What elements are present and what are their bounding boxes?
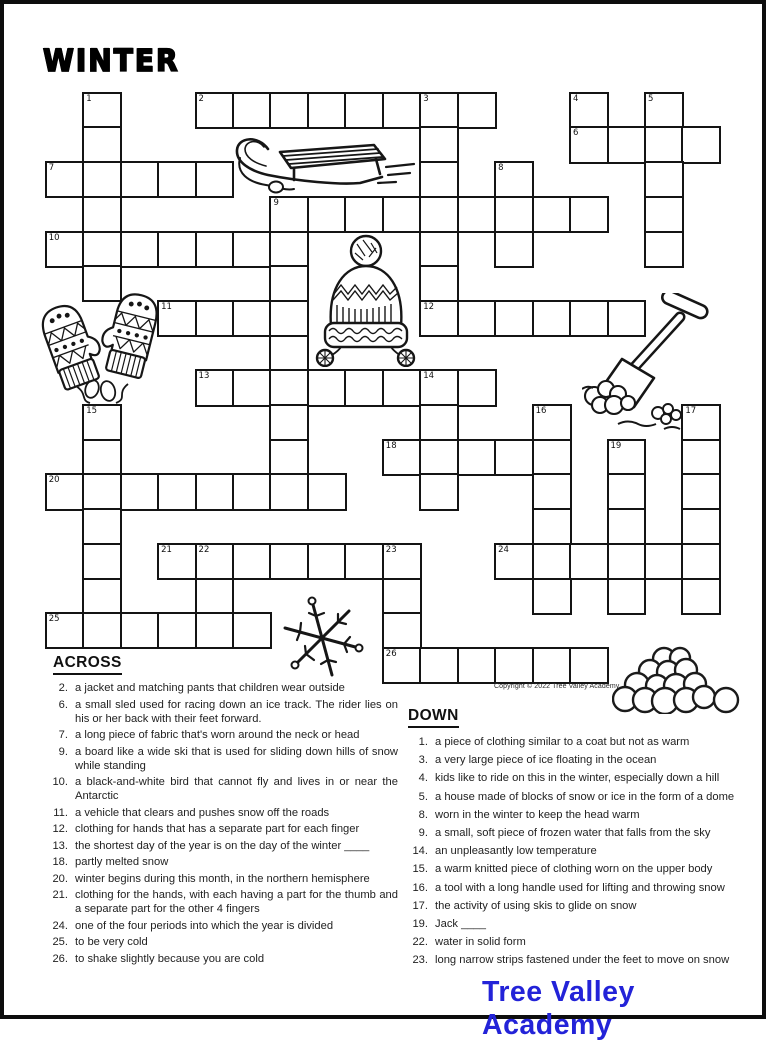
grid-cell[interactable] bbox=[232, 300, 272, 337]
grid-cell[interactable] bbox=[607, 126, 647, 163]
grid-cell[interactable] bbox=[644, 196, 684, 233]
grid-cell[interactable] bbox=[419, 300, 459, 337]
grid-cell[interactable] bbox=[457, 92, 497, 129]
grid-cell[interactable] bbox=[569, 126, 609, 163]
grid-cell[interactable] bbox=[157, 231, 197, 268]
grid-cell[interactable] bbox=[344, 92, 384, 129]
grid-cell[interactable] bbox=[419, 369, 459, 406]
grid-cell[interactable] bbox=[607, 543, 647, 580]
grid-cell[interactable] bbox=[307, 473, 347, 510]
cell-number: 11 bbox=[161, 301, 172, 312]
grid-cell[interactable] bbox=[195, 578, 235, 615]
cell-number: 22 bbox=[198, 544, 210, 555]
grid-cell[interactable] bbox=[269, 92, 309, 129]
grid-cell[interactable] bbox=[120, 473, 160, 510]
clue-text: a jacket and matching pants that children wear outside bbox=[75, 682, 345, 694]
cell-number: 21 bbox=[161, 544, 172, 555]
cell-number: 7 bbox=[48, 163, 55, 174]
grid-cell[interactable] bbox=[494, 300, 534, 337]
grid-cell[interactable] bbox=[82, 543, 122, 580]
grid-cell[interactable] bbox=[569, 196, 609, 233]
clue-number: 15. bbox=[412, 863, 428, 876]
clue-number: 10. bbox=[52, 776, 68, 788]
grid-cell[interactable] bbox=[419, 231, 459, 268]
clue-text: long narrow strips fastened under the feet to move on snow bbox=[435, 954, 730, 967]
grid-cell[interactable] bbox=[269, 369, 309, 406]
clue-number: 13. bbox=[52, 839, 68, 852]
grid-cell[interactable] bbox=[45, 161, 85, 198]
clue-number: 8. bbox=[418, 808, 428, 821]
grid-cell[interactable] bbox=[82, 126, 122, 163]
grid-cell[interactable] bbox=[307, 92, 347, 129]
clue-text: winter begins during this month, in the northern hemisphere bbox=[75, 872, 370, 885]
clue-item bbox=[402, 862, 754, 876]
clue-item bbox=[42, 839, 398, 853]
grid-cell[interactable] bbox=[681, 543, 721, 580]
grid-cell[interactable] bbox=[494, 543, 534, 580]
grid-cell[interactable] bbox=[607, 439, 647, 476]
clue-item bbox=[42, 919, 398, 933]
grid-cell[interactable] bbox=[382, 612, 422, 649]
clue-item bbox=[42, 698, 398, 726]
copyright-notice: Copyright © 2022 Tree Valley Academy bbox=[494, 683, 620, 690]
clue-number: 17. bbox=[412, 899, 428, 912]
clue-text: a tool with a long handle used for lifting and throwing snow bbox=[435, 881, 725, 894]
grid-cell[interactable] bbox=[569, 647, 609, 684]
across-clue-list bbox=[42, 681, 398, 966]
clue-text: Jack ____ bbox=[435, 917, 486, 930]
clue-number: 9. bbox=[418, 826, 428, 839]
grid-cell[interactable] bbox=[681, 126, 721, 163]
grid-cell[interactable] bbox=[307, 369, 347, 406]
grid-cell[interactable] bbox=[269, 335, 309, 372]
grid-cell[interactable] bbox=[644, 161, 684, 198]
grid-cell[interactable] bbox=[195, 473, 235, 510]
snowballs-illustration bbox=[612, 644, 747, 714]
grid-cell[interactable] bbox=[419, 439, 459, 476]
grid-cell[interactable] bbox=[195, 369, 235, 406]
grid-cell[interactable] bbox=[644, 92, 684, 129]
clue-item bbox=[402, 935, 754, 949]
grid-cell[interactable] bbox=[681, 508, 721, 545]
winter-hat-icon bbox=[309, 231, 422, 367]
grid-cell[interactable] bbox=[644, 231, 684, 268]
clue-item bbox=[402, 771, 754, 785]
mittens-illustration bbox=[36, 286, 166, 404]
grid-cell[interactable] bbox=[419, 265, 459, 302]
clue-text: worn in the winter to keep the head warm bbox=[435, 808, 640, 821]
clue-number: 22. bbox=[412, 936, 428, 949]
grid-cell[interactable] bbox=[419, 161, 459, 198]
grid-cell[interactable] bbox=[532, 647, 572, 684]
grid-cell[interactable] bbox=[457, 300, 497, 337]
grid-cell[interactable] bbox=[232, 369, 272, 406]
grid-cell[interactable] bbox=[569, 543, 609, 580]
clue-item bbox=[42, 822, 398, 836]
cell-number: 18 bbox=[385, 440, 397, 451]
grid-cell[interactable] bbox=[157, 161, 197, 198]
clue-text: the shortest day of the year is on the day of the winter ____ bbox=[75, 839, 370, 852]
clue-text: clothing for the hands, with each having a part for the thumb and a separate part for the other 4 fingers bbox=[75, 889, 398, 915]
clue-item bbox=[402, 881, 754, 895]
grid-cell[interactable] bbox=[644, 543, 684, 580]
grid-cell[interactable] bbox=[419, 647, 459, 684]
grid-cell[interactable] bbox=[195, 231, 235, 268]
clue-item bbox=[402, 953, 754, 967]
grid-cell[interactable] bbox=[195, 300, 235, 337]
grid-cell[interactable] bbox=[532, 300, 572, 337]
grid-cell[interactable] bbox=[232, 543, 272, 580]
grid-cell[interactable] bbox=[607, 578, 647, 615]
clue-item bbox=[42, 745, 398, 773]
clue-item bbox=[42, 775, 398, 803]
grid-cell[interactable] bbox=[82, 439, 122, 476]
clue-number: 4. bbox=[418, 772, 428, 785]
clue-number: 16. bbox=[412, 881, 428, 894]
down-heading: DOWN bbox=[408, 707, 459, 728]
clue-text: the activity of using skis to glide on snow bbox=[435, 899, 637, 912]
grid-cell[interactable] bbox=[269, 231, 309, 268]
across-section bbox=[42, 654, 398, 968]
clue-text: a board like a wide ski that is used for sliding down hills of snow while standing bbox=[75, 745, 398, 772]
clue-item bbox=[42, 855, 398, 869]
cell-number: 24 bbox=[498, 544, 509, 555]
grid-cell[interactable] bbox=[382, 92, 422, 129]
grid-cell[interactable] bbox=[195, 612, 235, 649]
cell-number: 4 bbox=[573, 93, 579, 104]
grid-cell[interactable] bbox=[157, 612, 197, 649]
clue-text: to be very cold bbox=[75, 936, 148, 948]
cell-number: 9 bbox=[273, 197, 279, 208]
grid-cell[interactable] bbox=[82, 92, 122, 129]
cell-number: 17 bbox=[685, 406, 697, 417]
grid-cell[interactable] bbox=[532, 196, 572, 233]
down-clue-list bbox=[402, 735, 754, 967]
clue-number: 26. bbox=[52, 952, 68, 965]
grid-cell[interactable] bbox=[419, 473, 459, 510]
grid-cell[interactable] bbox=[681, 578, 721, 615]
grid-cell[interactable] bbox=[269, 404, 309, 441]
clue-item bbox=[42, 806, 398, 820]
clue-text: clothing for hands that has a separate part for each finger bbox=[75, 823, 360, 835]
grid-cell[interactable] bbox=[344, 369, 384, 406]
grid-cell[interactable] bbox=[195, 92, 235, 129]
clue-text: a long piece of fabric that's worn around the neck or head bbox=[75, 729, 360, 741]
grid-cell[interactable] bbox=[82, 231, 122, 268]
mittens-icon bbox=[36, 286, 166, 404]
grid-cell[interactable] bbox=[494, 647, 534, 684]
clue-number: 9. bbox=[58, 745, 68, 758]
cell-number: 5 bbox=[647, 93, 654, 104]
page-title: WINTER bbox=[43, 42, 180, 79]
clue-item bbox=[402, 753, 754, 767]
clue-item bbox=[42, 888, 398, 916]
grid-cell[interactable] bbox=[232, 612, 272, 649]
grid-cell[interactable] bbox=[307, 196, 347, 233]
clue-number: 19. bbox=[412, 917, 428, 930]
cell-number: 23 bbox=[385, 544, 397, 555]
clue-text: a small sled used for racing down an ice track. The rider lies on his or her back with their feet forward. bbox=[75, 698, 398, 725]
sled-icon bbox=[228, 127, 423, 199]
clue-text: a vehicle that clears and pushes snow off the roads bbox=[75, 806, 330, 819]
grid-cell[interactable] bbox=[457, 439, 497, 476]
clue-number: 7. bbox=[58, 729, 68, 741]
grid-cell[interactable] bbox=[382, 543, 422, 580]
clue-number: 1. bbox=[418, 736, 428, 748]
clue-number: 25. bbox=[52, 936, 68, 948]
grid-cell[interactable] bbox=[532, 578, 572, 615]
clue-number: 21. bbox=[52, 889, 68, 901]
snowballs-icon bbox=[612, 644, 747, 714]
clue-text: kids like to ride on this in the winter, especially down a hill bbox=[435, 772, 720, 785]
grid-cell[interactable] bbox=[494, 196, 534, 233]
cell-number: 12 bbox=[423, 301, 435, 312]
cell-number: 8 bbox=[498, 163, 504, 174]
cell-number: 14 bbox=[423, 371, 435, 382]
grid-cell[interactable] bbox=[45, 231, 85, 268]
grid-cell[interactable] bbox=[532, 543, 572, 580]
cell-number: 6 bbox=[573, 128, 579, 139]
grid-cell[interactable] bbox=[82, 161, 122, 198]
clue-item bbox=[402, 808, 754, 822]
clue-number: 2. bbox=[58, 682, 68, 694]
clue-text: a very large piece of ice floating in the ocean bbox=[435, 754, 657, 767]
clue-item bbox=[402, 844, 754, 858]
grid-cell[interactable] bbox=[157, 473, 197, 510]
clue-text: to shake slightly because you are cold bbox=[75, 952, 265, 965]
grid-cell[interactable] bbox=[82, 508, 122, 545]
grid-cell[interactable] bbox=[532, 404, 572, 441]
clue-number: 23. bbox=[412, 954, 428, 967]
grid-cell[interactable] bbox=[494, 161, 534, 198]
grid-cell[interactable] bbox=[307, 543, 347, 580]
grid-cell[interactable] bbox=[120, 161, 160, 198]
cell-number: 2 bbox=[198, 93, 204, 104]
clue-number: 6. bbox=[58, 698, 68, 711]
grid-cell[interactable] bbox=[681, 439, 721, 476]
grid-cell[interactable] bbox=[82, 473, 122, 510]
snow-shovel-illustration bbox=[582, 293, 730, 435]
grid-cell[interactable] bbox=[82, 404, 122, 441]
grid-cell[interactable] bbox=[569, 92, 609, 129]
grid-cell[interactable] bbox=[269, 543, 309, 580]
cell-number: 19 bbox=[610, 440, 622, 451]
grid-cell[interactable] bbox=[382, 196, 422, 233]
grid-cell[interactable] bbox=[344, 196, 384, 233]
grid-cell[interactable] bbox=[457, 647, 497, 684]
clue-number: 14. bbox=[412, 845, 428, 858]
clue-text: a black-and-white bird that cannot fly and lives in or near the Antarctic bbox=[75, 776, 398, 802]
clue-number: 18. bbox=[52, 856, 68, 868]
clue-text: a house made of blocks of snow or ice in the form of a dome bbox=[435, 790, 735, 803]
clue-item bbox=[42, 728, 398, 742]
grid-cell[interactable] bbox=[344, 543, 384, 580]
clue-text: water in solid form bbox=[435, 936, 526, 949]
grid-cell[interactable] bbox=[419, 404, 459, 441]
grid-cell[interactable] bbox=[269, 265, 309, 302]
grid-cell[interactable] bbox=[681, 473, 721, 510]
brand-footer: Tree Valley Academy bbox=[482, 976, 635, 1041]
grid-cell[interactable] bbox=[269, 439, 309, 476]
clue-number: 11. bbox=[53, 806, 68, 819]
clue-text: an unpleasantly low temperature bbox=[435, 845, 597, 858]
cell-number: 26 bbox=[385, 648, 397, 659]
grid-cell[interactable] bbox=[232, 92, 272, 129]
grid-cell[interactable] bbox=[195, 543, 235, 580]
grid-cell[interactable] bbox=[457, 196, 497, 233]
winter-hat-illustration bbox=[309, 231, 422, 367]
clue-text: a small, soft piece of frozen water that falls from the sky bbox=[435, 826, 711, 839]
clue-item bbox=[42, 952, 398, 966]
grid-cell[interactable] bbox=[45, 473, 85, 510]
grid-cell[interactable] bbox=[607, 508, 647, 545]
clue-text: one of the four periods into which the year is divided bbox=[75, 919, 334, 932]
grid-cell[interactable] bbox=[457, 369, 497, 406]
across-heading: ACROSS bbox=[53, 654, 122, 675]
grid-cell[interactable] bbox=[269, 196, 309, 233]
grid-cell[interactable] bbox=[232, 231, 272, 268]
clue-text: partly melted snow bbox=[75, 856, 169, 868]
grid-cell[interactable] bbox=[532, 508, 572, 545]
down-section bbox=[402, 707, 754, 971]
grid-cell[interactable] bbox=[532, 439, 572, 476]
cell-number: 3 bbox=[423, 93, 429, 104]
clue-text: a piece of clothing similar to a coat but not as warm bbox=[435, 736, 690, 748]
clue-number: 12. bbox=[52, 823, 68, 835]
cell-number: 15 bbox=[86, 406, 98, 417]
grid-cell[interactable] bbox=[419, 92, 459, 129]
clue-text: a warm knitted piece of clothing worn on the upper body bbox=[435, 863, 713, 876]
grid-cell[interactable] bbox=[232, 473, 272, 510]
grid-cell[interactable] bbox=[157, 543, 197, 580]
grid-cell[interactable] bbox=[494, 439, 534, 476]
sled-illustration bbox=[228, 127, 423, 199]
clue-number: 5. bbox=[418, 790, 428, 803]
cell-number: 10 bbox=[48, 232, 60, 243]
grid-cell[interactable] bbox=[82, 578, 122, 615]
grid-cell[interactable] bbox=[419, 126, 459, 163]
grid-cell[interactable] bbox=[382, 439, 422, 476]
snow-shovel-icon bbox=[582, 293, 730, 435]
grid-cell[interactable] bbox=[120, 612, 160, 649]
grid-cell[interactable] bbox=[82, 196, 122, 233]
grid-cell[interactable] bbox=[494, 231, 534, 268]
grid-cell[interactable] bbox=[382, 578, 422, 615]
cell-number: 20 bbox=[48, 475, 60, 486]
clue-number: 20. bbox=[52, 872, 68, 885]
grid-cell[interactable] bbox=[82, 612, 122, 649]
cell-number: 1 bbox=[86, 93, 92, 104]
clue-item bbox=[42, 872, 398, 886]
clue-item bbox=[402, 917, 754, 931]
clue-item bbox=[402, 899, 754, 913]
grid-cell[interactable] bbox=[382, 369, 422, 406]
clue-item bbox=[402, 735, 754, 749]
clue-item bbox=[42, 935, 398, 949]
clue-number: 3. bbox=[418, 754, 428, 767]
grid-cell[interactable] bbox=[532, 473, 572, 510]
grid-cell[interactable] bbox=[269, 473, 309, 510]
clue-item bbox=[402, 790, 754, 804]
cell-number: 25 bbox=[48, 614, 60, 625]
clue-number: 24. bbox=[52, 919, 68, 932]
clue-item bbox=[42, 681, 398, 695]
grid-cell[interactable] bbox=[120, 231, 160, 268]
cell-number: 16 bbox=[535, 406, 547, 417]
grid-cell[interactable] bbox=[45, 612, 85, 649]
grid-cell[interactable] bbox=[644, 126, 684, 163]
grid-cell[interactable] bbox=[269, 300, 309, 337]
grid-cell[interactable] bbox=[607, 473, 647, 510]
clue-item bbox=[402, 826, 754, 840]
grid-cell[interactable] bbox=[419, 196, 459, 233]
cell-number: 13 bbox=[198, 371, 210, 382]
